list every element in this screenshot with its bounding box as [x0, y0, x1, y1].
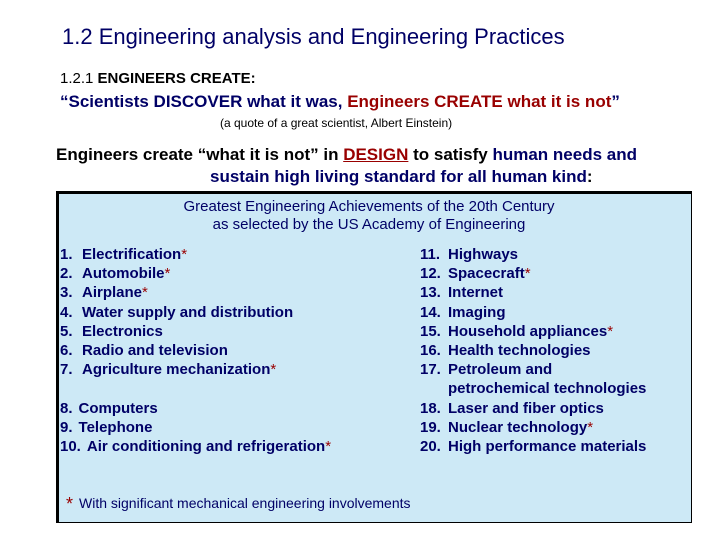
item-number: 10.	[60, 438, 81, 456]
list-item	[420, 399, 646, 418]
item-number: 9.	[60, 419, 73, 437]
section-number: 1.2.1	[60, 70, 94, 87]
statement-line-2-text: sustain high living standard for all human kind	[210, 167, 587, 186]
list-item	[60, 399, 331, 418]
item-label: Electrification	[82, 246, 182, 263]
list-item	[60, 360, 293, 379]
item-number: 13.	[420, 284, 441, 302]
achievement-list-left-2	[60, 399, 331, 457]
list-item	[420, 322, 646, 341]
footnote-star: *	[66, 494, 74, 514]
statement-part-2: to satisfy	[408, 145, 493, 164]
item-number: 12.	[420, 265, 441, 283]
list-item	[60, 322, 293, 341]
list-item	[60, 303, 293, 322]
footnote	[66, 494, 411, 515]
item-label: Air conditioning and refrigeration	[86, 438, 326, 456]
item-star: *	[181, 246, 188, 263]
list-item	[420, 264, 646, 283]
item-star: *	[607, 322, 614, 340]
item-label: Internet	[448, 284, 504, 302]
list-item	[60, 437, 331, 456]
item-label: Health technologies	[448, 342, 591, 360]
item-number: 8.	[60, 400, 73, 417]
item-star: *	[142, 284, 148, 302]
list-item	[420, 283, 646, 302]
item-label: Agriculture mechanization	[82, 361, 271, 379]
item-number: 11.	[420, 246, 441, 263]
section-heading	[60, 70, 256, 87]
item-label: Household appliances	[448, 322, 608, 340]
item-label: Telephone	[78, 419, 153, 437]
item-number: 7.	[60, 361, 73, 379]
footnote-text: With significant mechanical engineering involvements	[79, 495, 411, 511]
item-number: 17.	[420, 361, 441, 379]
list-item-continuation: petrochemical technologies	[448, 380, 647, 398]
item-number: 20.	[420, 438, 441, 456]
item-number: 5.	[60, 322, 73, 340]
list-item	[420, 303, 646, 322]
achievement-list-right	[420, 245, 646, 456]
section-heading-text: ENGINEERS CREATE:	[97, 70, 256, 87]
item-number: 3.	[60, 284, 73, 302]
item-number: 16.	[420, 342, 441, 360]
statement-colon: :	[586, 167, 593, 186]
panel-title-line-2: as selected by the US Academy of Engineering	[212, 216, 526, 233]
statement-line-1	[56, 145, 637, 165]
einstein-quote	[60, 92, 620, 112]
item-label: Electronics	[82, 322, 163, 340]
list-item	[420, 437, 646, 456]
item-number: 15.	[420, 322, 441, 340]
item-number: 6.	[60, 342, 73, 360]
item-label: Automobile	[82, 265, 165, 283]
item-number: 18.	[420, 399, 441, 417]
item-label: High performance materials	[448, 438, 647, 456]
item-number: 19.	[420, 418, 441, 436]
list-item	[420, 245, 646, 264]
list-item	[60, 264, 293, 283]
item-number: 4.	[60, 303, 73, 321]
statement-needs: human needs and	[492, 145, 637, 164]
list-item	[420, 341, 646, 360]
item-label: Highways	[448, 246, 519, 263]
quote-open: “Scientists	[60, 92, 154, 111]
item-label: Computers	[78, 400, 158, 417]
statement-line-2	[210, 167, 593, 187]
item-star: *	[325, 438, 332, 456]
item-label: Spacecraft	[448, 265, 525, 283]
item-label: Water supply and distribution	[82, 303, 294, 321]
list-item	[420, 418, 646, 437]
item-star: *	[270, 361, 277, 379]
quote-attribution: (a quote of a great scientist, Albert Einstein)	[220, 116, 453, 130]
quote-close: ”	[611, 92, 620, 111]
list-item	[60, 245, 293, 264]
item-label: Petroleum and	[448, 361, 553, 379]
list-item	[60, 283, 293, 302]
item-star: *	[587, 418, 594, 436]
panel-title	[156, 198, 582, 234]
list-item	[60, 341, 293, 360]
quote-discover: DISCOVER what it was,	[153, 92, 343, 111]
list-item	[420, 360, 646, 379]
achievement-list-left	[60, 245, 293, 379]
quote-create: Engineers CREATE what it is not	[342, 92, 612, 111]
item-number: 1.	[60, 246, 73, 263]
item-star: *	[164, 265, 171, 283]
item-number: 14.	[420, 303, 441, 321]
item-label: Laser and fiber optics	[448, 399, 604, 417]
item-label: Nuclear technology	[448, 418, 588, 436]
item-star: *	[524, 265, 531, 283]
panel-title-line-1: Greatest Engineering Achievements of the 20th Century	[183, 198, 555, 215]
item-label: Imaging	[448, 303, 506, 321]
item-label: Airplane	[82, 284, 143, 302]
list-item	[60, 418, 331, 437]
statement-design: DESIGN	[343, 145, 409, 164]
statement-part-1: Engineers create “what it is not” in	[56, 145, 344, 164]
item-number: 2.	[60, 265, 73, 283]
item-label: Radio and television	[82, 342, 228, 360]
page-title: 1.2 Engineering analysis and Engineering Practices	[62, 24, 565, 49]
